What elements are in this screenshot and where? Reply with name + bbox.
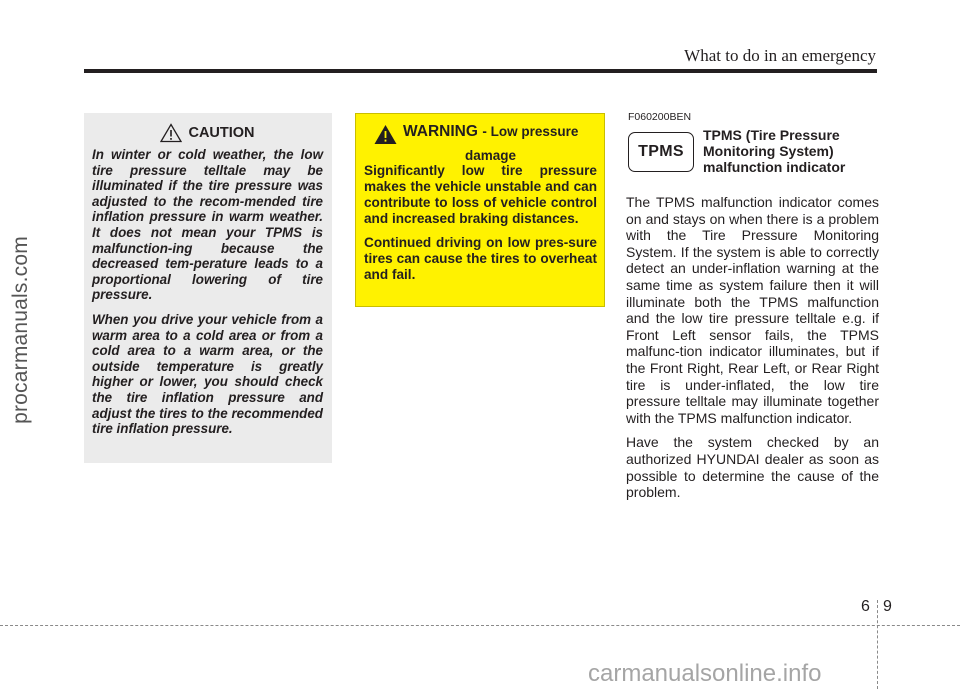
- caution-header: [92, 123, 323, 143]
- tpms-badge-label: TPMS: [638, 143, 684, 160]
- warning-paragraph: Significantly low tire pressure makes the vehicle unstable and can contribute to loss of vehicle control and increased braking distances.: [364, 163, 597, 226]
- body-paragraph: Have the system checked by an authorized HYUNDAI dealer as soon as possible to determine the cause of the problem.: [626, 434, 879, 501]
- footer-divider: [877, 600, 878, 689]
- section-code: F060200BEN: [628, 111, 692, 123]
- warning-subtitle: - Low pressure: [482, 124, 579, 139]
- section-body: [626, 194, 879, 509]
- warning-subtitle-2: damage: [464, 148, 517, 163]
- page-number: 9: [883, 598, 892, 615]
- warning-title: WARNING: [403, 123, 478, 140]
- warning-triangle-outline-icon: [160, 123, 182, 143]
- caution-paragraph: When you drive your vehicle from a warm area to a cold area or from a cold area to a warm area, or the outside temperature is greatly higher or lower, you should check the tire inflation pressure and adjust the tires to the recommended tire inflation pressure.: [92, 311, 323, 437]
- chapter-header-title: What to do in an emergency: [684, 46, 876, 65]
- header-rule: [84, 69, 877, 73]
- warning-paragraph: Continued driving on low pres-sure tires can cause the tires to overheat and fail.: [364, 235, 597, 282]
- warning-header: [364, 123, 597, 145]
- body-paragraph: The TPMS malfunction indicator comes on and stays on when there is a problem with the Tire Pressure Monitoring System. If the system is able to correctly detect an under-inflation warning at the same time as system failure then it will illuminate both the TPMS malfunction and the low tire pressure telltale e.g. if Front Left sensor fails, the TPMS malfunc-tion indicator illuminates, but if the Front Right, Rear Left, or Rear Right tire is under-inflated, the low tire pressure telltale may illuminate together with the TPMS malfunction indicator.: [626, 194, 879, 426]
- section-heading: [703, 127, 878, 175]
- section-heading-line: malfunction indicator: [703, 159, 846, 175]
- watermark-left: [6, 150, 36, 510]
- warning-triangle-filled-icon: [374, 124, 397, 145]
- caution-title: CAUTION: [188, 125, 255, 141]
- section-heading-line: Monitoring System): [703, 143, 834, 159]
- chapter-number: 6: [861, 598, 870, 615]
- warning-box: [355, 113, 605, 307]
- caution-box: [84, 113, 332, 463]
- section-heading-line: TPMS (Tire Pressure: [703, 127, 840, 143]
- watermark-bottom: carmanualsonline.info: [588, 660, 822, 687]
- caution-paragraph: In winter or cold weather, the low tire pressure telltale may be illuminated if the tire pressure was adjusted to the recom-mended tire inflation pressure in warm weather. It does not mean your TPMS is malfunction-ing because the decreased tem-perature leads to a proportional lowering of tire pressure.: [92, 147, 323, 303]
- tpms-indicator-icon: [628, 132, 694, 172]
- watermark-left-text: procarmanuals.com: [9, 236, 32, 424]
- footer-rule: [0, 625, 960, 626]
